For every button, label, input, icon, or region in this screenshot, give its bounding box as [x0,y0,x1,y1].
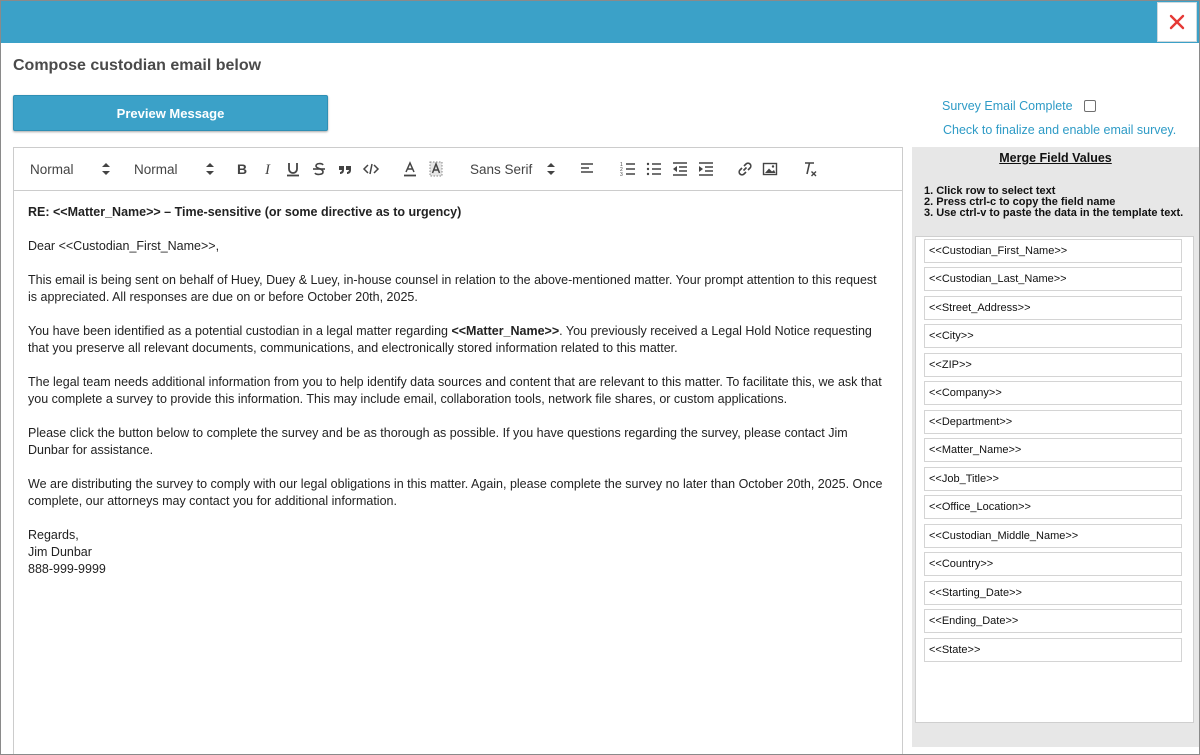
outdent-button[interactable] [671,160,689,178]
survey-complete-row [942,99,1096,113]
merge-field-row[interactable]: <<Department>> [924,410,1182,434]
blockquote-icon [336,160,354,178]
email-paragraph-3: The legal team needs additional information from you to help identify data sources and content that are relevant to this matter. To facilitate this, we ask that you complete a survey to provide this information. This may include email, collaboration tools, network file shares, or custom applications. [28,375,882,406]
close-icon [1168,13,1186,31]
merge-field-list [915,236,1194,723]
merge-field-row[interactable]: <<Starting_Date>> [924,581,1182,605]
svg-text:2: 2 [620,167,623,173]
merge-field-row[interactable]: <<Custodian_First_Name>> [924,239,1182,263]
size-select[interactable] [134,160,214,178]
email-closing: Regards, [28,528,79,542]
bold-button[interactable] [233,160,251,178]
rich-text-editor [13,147,903,755]
merge-field-row[interactable]: <<Matter_Name>> [924,438,1182,462]
merge-instruction-3: 3. Use ctrl-v to paste the data in the template text. [924,207,1184,219]
image-icon [761,160,779,178]
merge-field-row[interactable]: <<Custodian_Middle_Name>> [924,524,1182,548]
merge-field-panel [912,147,1199,747]
link-icon [736,160,754,178]
svg-text:1: 1 [620,162,623,168]
email-greeting: Dear <<Custodian_First_Name>>, [28,239,220,253]
merge-field-row[interactable]: <<Ending_Date>> [924,609,1182,633]
strike-button[interactable] [310,160,328,178]
font-color-icon [401,160,419,178]
merge-field-row[interactable]: <<State>> [924,638,1182,662]
email-sender-phone: 888-999-9999 [28,562,106,576]
ordered-list-icon [619,160,637,178]
editor-toolbar [14,148,902,191]
underline-button[interactable] [284,160,302,178]
email-paragraph-2-field: <<Matter_Name>> [451,324,560,338]
survey-complete-hint: Check to finalize and enable email survey. [943,123,1177,137]
merge-field-row[interactable]: <<City>> [924,324,1182,348]
close-button[interactable] [1157,2,1197,42]
page-title: Compose custodian email below [13,57,262,74]
clear-format-button[interactable] [801,160,819,178]
merge-field-row[interactable]: <<Office_Location>> [924,495,1182,519]
size-select-value: Normal [134,161,178,177]
outdent-icon [671,160,689,178]
merge-field-row[interactable]: <<Job_Title>> [924,467,1182,491]
background-color-button[interactable] [427,160,445,178]
merge-field-row[interactable]: <<Custodian_Last_Name>> [924,267,1182,291]
font-select-value: Sans Serif [470,161,533,177]
svg-text:B: B [237,161,248,177]
email-paragraph-2-start: You have been identified as a potential custodian in a legal matter regarding [28,324,452,338]
link-button[interactable] [736,160,754,178]
code-icon [362,160,380,178]
align-button[interactable] [579,160,597,178]
bullet-list-icon [645,160,663,178]
survey-complete-checkbox[interactable] [1084,100,1096,112]
svg-text:3: 3 [620,172,623,178]
svg-text:I: I [265,162,270,178]
header-select[interactable] [30,160,110,178]
merge-instructions [924,186,1183,219]
font-select[interactable] [470,160,555,178]
font-color-button[interactable] [401,160,419,178]
email-sender-name: Jim Dunbar [28,545,92,559]
email-paragraph-5: We are distributing the survey to comply with our legal obligations in this matter. Again, please complete the survey no later than October 20th, 2025. Once complete, our attorneys may contact you for additional information. [28,477,883,508]
italic-button[interactable] [259,160,277,178]
clear-format-icon [801,160,819,178]
email-subject: RE: <<Matter_Name>> – Time-sensitive (or some directive as to urgency) [28,205,462,219]
code-button[interactable] [362,160,380,178]
ordered-list-button[interactable] [619,160,637,178]
underline-icon [284,160,302,178]
bold-icon [233,160,251,178]
header-select-arrows-icon [102,163,110,175]
merge-field-row[interactable]: <<Country>> [924,552,1182,576]
italic-icon [259,160,277,178]
indent-button[interactable] [697,160,715,178]
indent-icon [697,160,715,178]
merge-instruction-1: 1. Click row to select text [924,185,1056,197]
size-select-arrows-icon [206,163,214,175]
email-body-editor[interactable] [14,191,902,578]
image-button[interactable] [761,160,779,178]
merge-field-row[interactable]: <<Company>> [924,381,1182,405]
header-select-value: Normal [30,161,74,177]
blockquote-button[interactable] [336,160,354,178]
email-paragraph-1: This email is being sent on behalf of Huey, Duey & Luey, in-house counsel in relation to the above-mentioned matter. Your prompt attention to this request is appreciated. All responses are due on or before October 20th, 2025. [28,273,877,304]
font-select-arrows-icon [547,163,555,175]
merge-instruction-2: 2. Press ctrl-c to copy the field name [924,196,1116,208]
merge-field-row[interactable]: <<ZIP>> [924,353,1182,377]
survey-complete-label: Survey Email Complete [942,99,1073,113]
background-color-icon [427,160,445,178]
email-paragraph-4: Please click the button below to complete the survey and be as thorough as possible. If you have questions regarding the survey, please contact Jim Dunbar for assistance. [28,426,848,457]
merge-field-title: Merge Field Values [999,151,1112,165]
merge-field-row[interactable]: <<Street_Address>> [924,296,1182,320]
preview-message-button[interactable]: Preview Message [13,95,328,131]
email-paragraph-2 [28,323,888,357]
strike-icon [310,160,328,178]
dialog-header-bar [1,1,1199,43]
email-paragraph-2-end: . You previously received a Legal Hold Notice requesting that you preserve all relevant documents, communications, and electronically stored information related to this matter. [28,324,872,355]
align-icon [579,160,597,178]
bullet-list-button[interactable] [645,160,663,178]
